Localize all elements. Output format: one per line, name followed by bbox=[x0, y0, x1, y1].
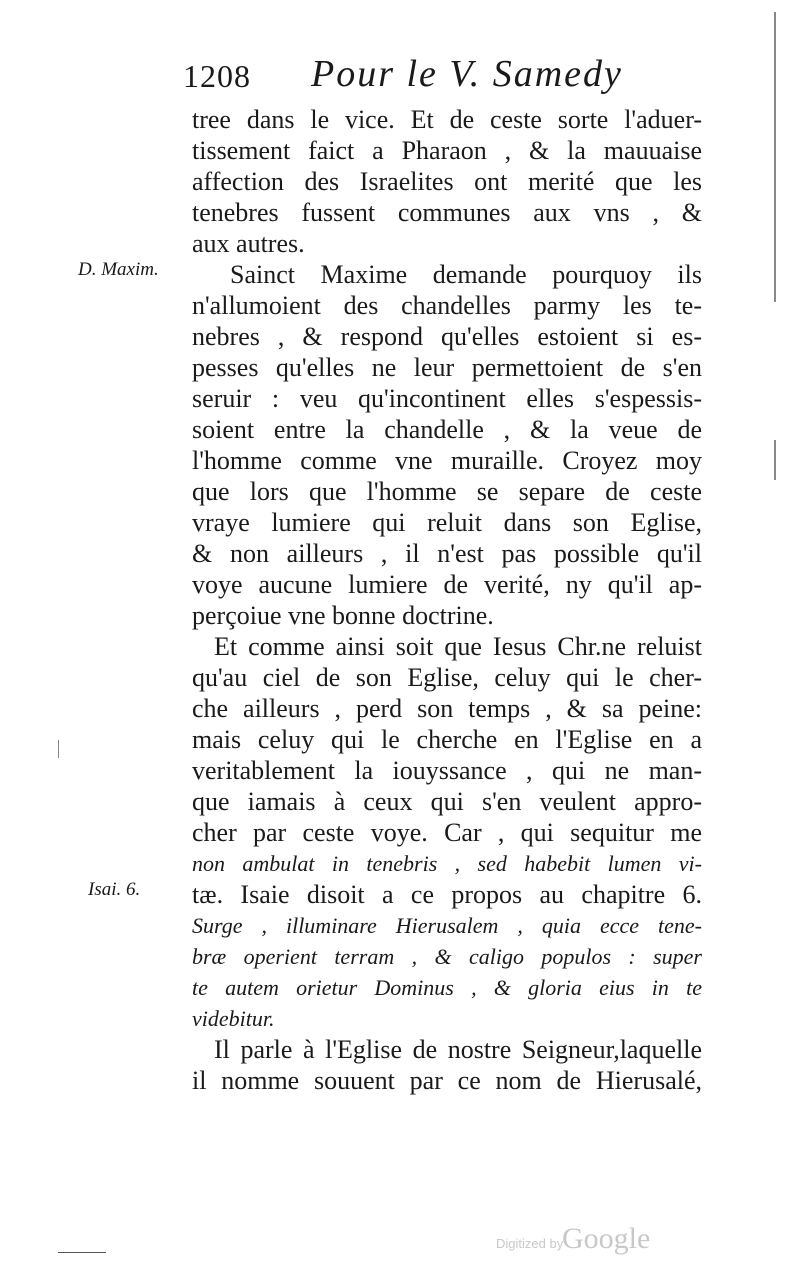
page-number: 1208 bbox=[183, 58, 251, 94]
text-line: vraye lumiere qui reluit dans son Eglise, bbox=[192, 508, 702, 537]
text-line: aux autres. bbox=[192, 229, 305, 258]
text-line: Il parle à l'Eglise de nostre Seigneur,laquelle bbox=[214, 1035, 702, 1064]
text-line: Surge , illuminare Hierusalem , quia ecce tene- bbox=[192, 913, 702, 938]
running-title: Pour le V. Samedy bbox=[311, 53, 623, 95]
text-line: nebres , & respond qu'elles estoient si es- bbox=[192, 322, 702, 351]
text-line: te autem orietur Dominus , & gloria eius in te bbox=[192, 975, 702, 1000]
text-line: tenebres fussent communes aux vns , & bbox=[192, 198, 702, 227]
text-line: Sainct Maxime demande pourquoy ils bbox=[230, 260, 702, 289]
text-line: & non ailleurs , il n'est pas possible qu'il bbox=[192, 539, 702, 568]
page-header bbox=[183, 52, 723, 100]
text-line: l'homme comme vne muraille. Croyez moy bbox=[192, 446, 702, 475]
text-line: perçoiue vne bonne doctrine. bbox=[192, 601, 494, 630]
text-line: non ambulat in tenebris , sed habebit lumen vi- bbox=[192, 851, 702, 876]
text-line: il nomme souuent par ce nom de Hierusalé, bbox=[192, 1066, 702, 1095]
text-line: tree dans le vice. Et de ceste sorte l'aduer- bbox=[192, 105, 702, 134]
text-line: cher par ceste voye. Car , qui sequitur me bbox=[192, 818, 702, 847]
google-watermark bbox=[496, 1222, 716, 1262]
text-line: affection des Israelites ont merité que les bbox=[192, 167, 702, 196]
text-line: che ailleurs , perd son temps , & sa peine: bbox=[192, 694, 702, 723]
footer-rule bbox=[58, 1252, 106, 1253]
text-line: tissement faict a Pharaon , & la mauuaise bbox=[192, 136, 702, 165]
text-line: que iamais à ceux qui s'en veulent appro- bbox=[192, 787, 702, 816]
page-edge-mark bbox=[774, 440, 776, 480]
text-line: n'allumoient des chandelles parmy les te- bbox=[192, 291, 702, 320]
digitized-by-label: Digitized by bbox=[496, 1236, 564, 1251]
text-line: que lors que l'homme se separe de ceste bbox=[192, 477, 702, 506]
text-line: voye aucune lumiere de verité, ny qu'il ap- bbox=[192, 570, 702, 599]
text-line: bræ operient terram , & caligo populos : super bbox=[192, 944, 702, 969]
text-line: Et comme ainsi soit que Iesus Chr.ne reluist bbox=[214, 632, 702, 661]
text-line: videbitur. bbox=[192, 1006, 275, 1031]
text-line: qu'au ciel de son Eglise, celuy qui le cher- bbox=[192, 663, 702, 692]
page-edge-mark bbox=[58, 740, 59, 758]
text-line: pesses qu'elles ne leur permettoient de s'en bbox=[192, 353, 702, 382]
text-line: soient entre la chandelle , & la veue de bbox=[192, 415, 702, 444]
page-edge-mark bbox=[774, 12, 776, 302]
margin-note-isai: Isai. 6. bbox=[88, 879, 141, 900]
text-line: mais celuy qui le cherche en l'Eglise en a bbox=[192, 725, 702, 754]
google-logo: Google bbox=[562, 1222, 651, 1255]
text-line: tæ. Isaie disoit a ce propos au chapitre 6. bbox=[192, 880, 702, 909]
text-line: veritablement la iouyssance , qui ne man- bbox=[192, 756, 702, 785]
text-line: seruir : veu qu'incontinent elles s'espessis- bbox=[192, 384, 702, 413]
margin-note-maxim: D. Maxim. bbox=[78, 259, 159, 280]
